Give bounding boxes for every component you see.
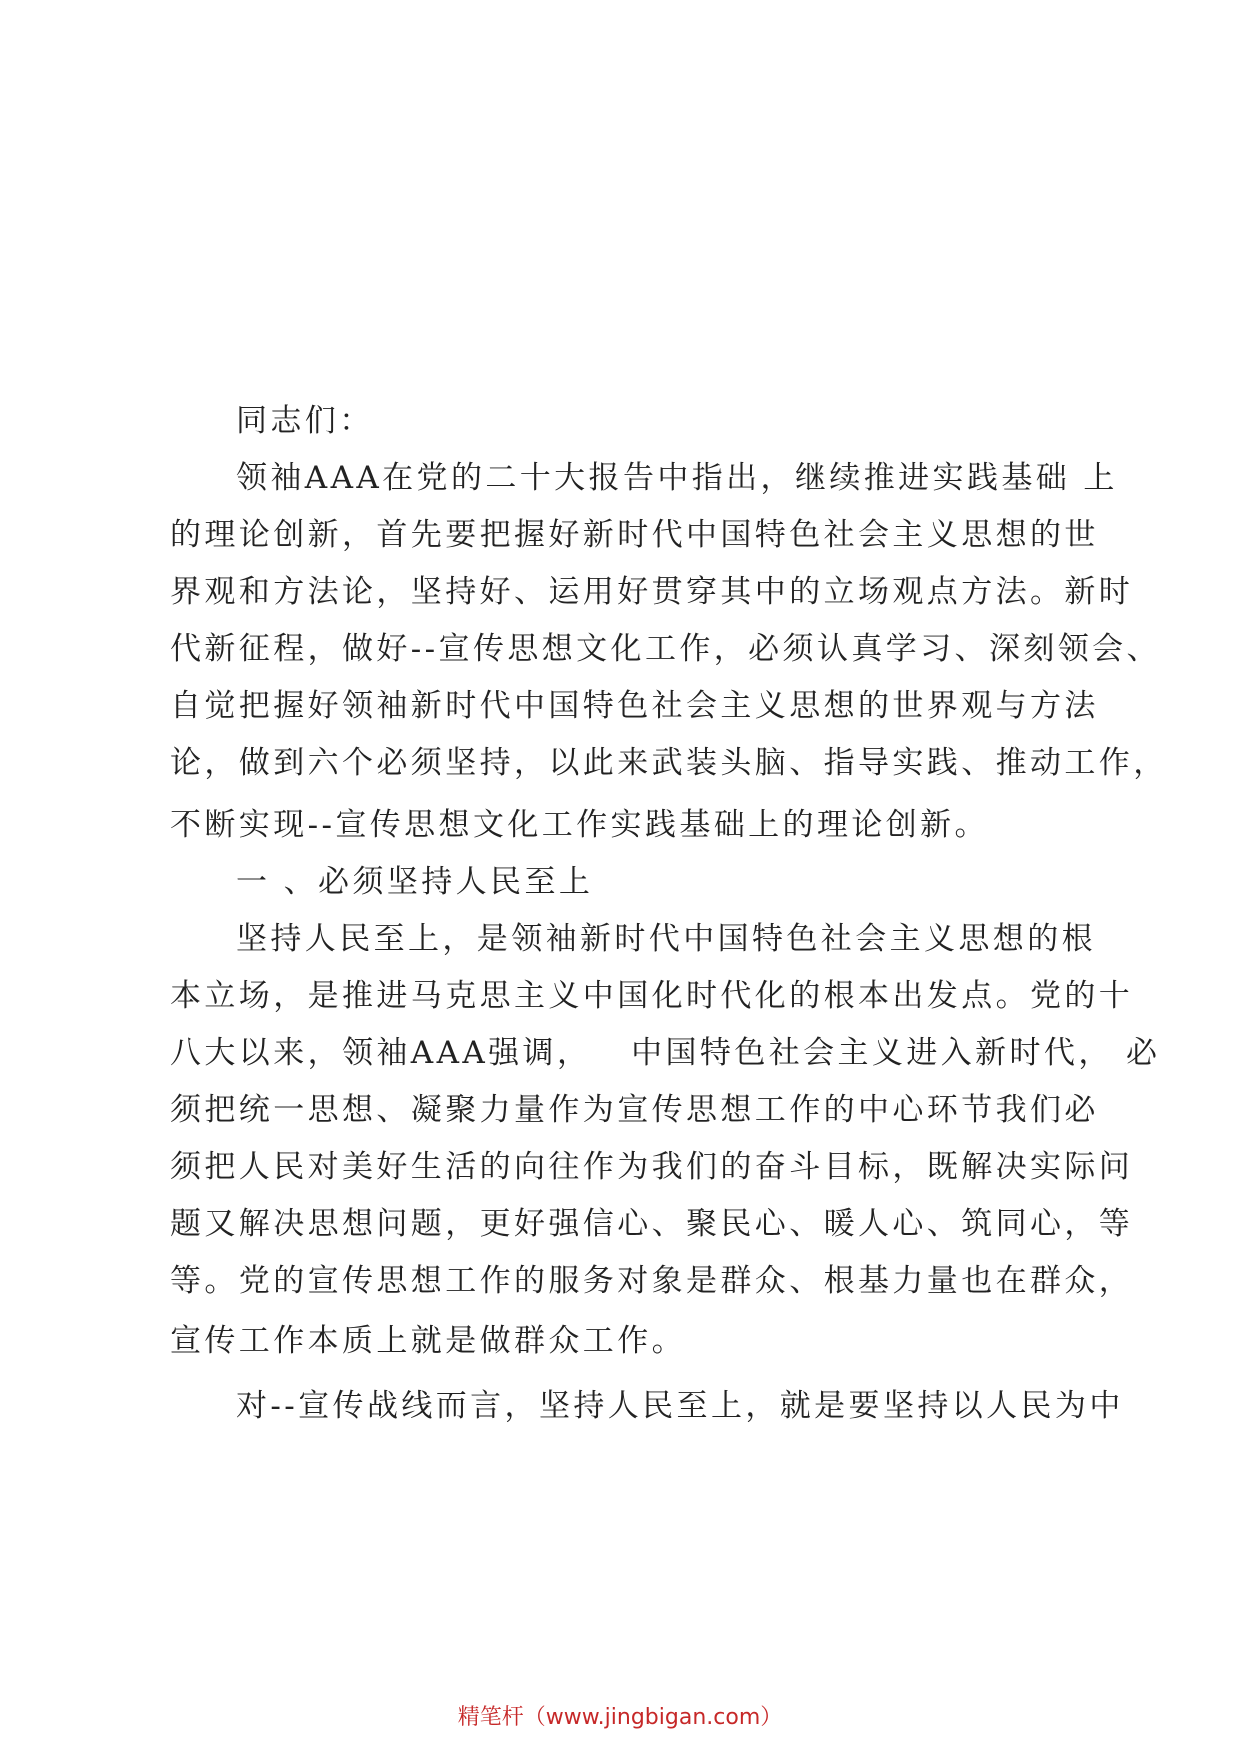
paragraph-line: 须把统一思想、凝聚力量作为宣传思想工作的中心环节我们必 bbox=[170, 1092, 1099, 1128]
paragraph-line: 的理论创新，首先要把握好新时代中国特色社会主义思想的世 bbox=[170, 517, 1099, 553]
paragraph-line: 本立场，是推进马克思主义中国化时代化的根本出发点。党的十 bbox=[170, 978, 1134, 1014]
paragraph-line: 宣传工作本质上就是做群众工作。 bbox=[170, 1323, 686, 1359]
paragraph-line: 坚持人民至上，是领袖新时代中国特色社会主义思想的根 bbox=[236, 921, 1096, 957]
footer-watermark: 精笔杆（www.jingbigan.com） bbox=[457, 1705, 783, 1730]
paragraph-line: 不断实现--宣传思想文化工作实践基础上的理论创新。 bbox=[170, 807, 989, 843]
paragraph-line: 八大以来，领袖AAA强调， 中国特色社会主义进入新时代， 必 bbox=[170, 1035, 1161, 1071]
paragraph-line: 等。党的宣传思想工作的服务对象是群众、根基力量也在群众， bbox=[170, 1263, 1134, 1299]
paragraph-line: 代新征程，做好--宣传思想文化工作，必须认真学习、深刻领会、 bbox=[170, 631, 1161, 667]
paragraph-line: 须把人民对美好生活的向往作为我们的奋斗目标，既解决实际问 bbox=[170, 1149, 1134, 1185]
section-heading: 一 、必须坚持人民至上 bbox=[236, 864, 594, 900]
paragraph-line: 界观和方法论，坚持好、运用好贯穿其中的立场观点方法。新时 bbox=[170, 574, 1134, 610]
paragraph-line: 领袖AAA在党的二十大报告中指出，继续推进实践基础 上 bbox=[236, 460, 1118, 496]
paragraph-line: 题又解决思想问题，更好强信心、聚民心、暖人心、筑同心，等 bbox=[170, 1206, 1134, 1242]
salutation: 同志们： bbox=[236, 403, 374, 439]
paragraph-line: 自觉把握好领袖新时代中国特色社会主义思想的世界观与方法 bbox=[170, 688, 1099, 724]
paragraph-line: 对--宣传战线而言，坚持人民至上，就是要坚持以人民为中 bbox=[236, 1388, 1124, 1424]
paragraph-line: 论，做到六个必须坚持，以此来武装头脑、指导实践、推动工作， bbox=[170, 745, 1168, 781]
